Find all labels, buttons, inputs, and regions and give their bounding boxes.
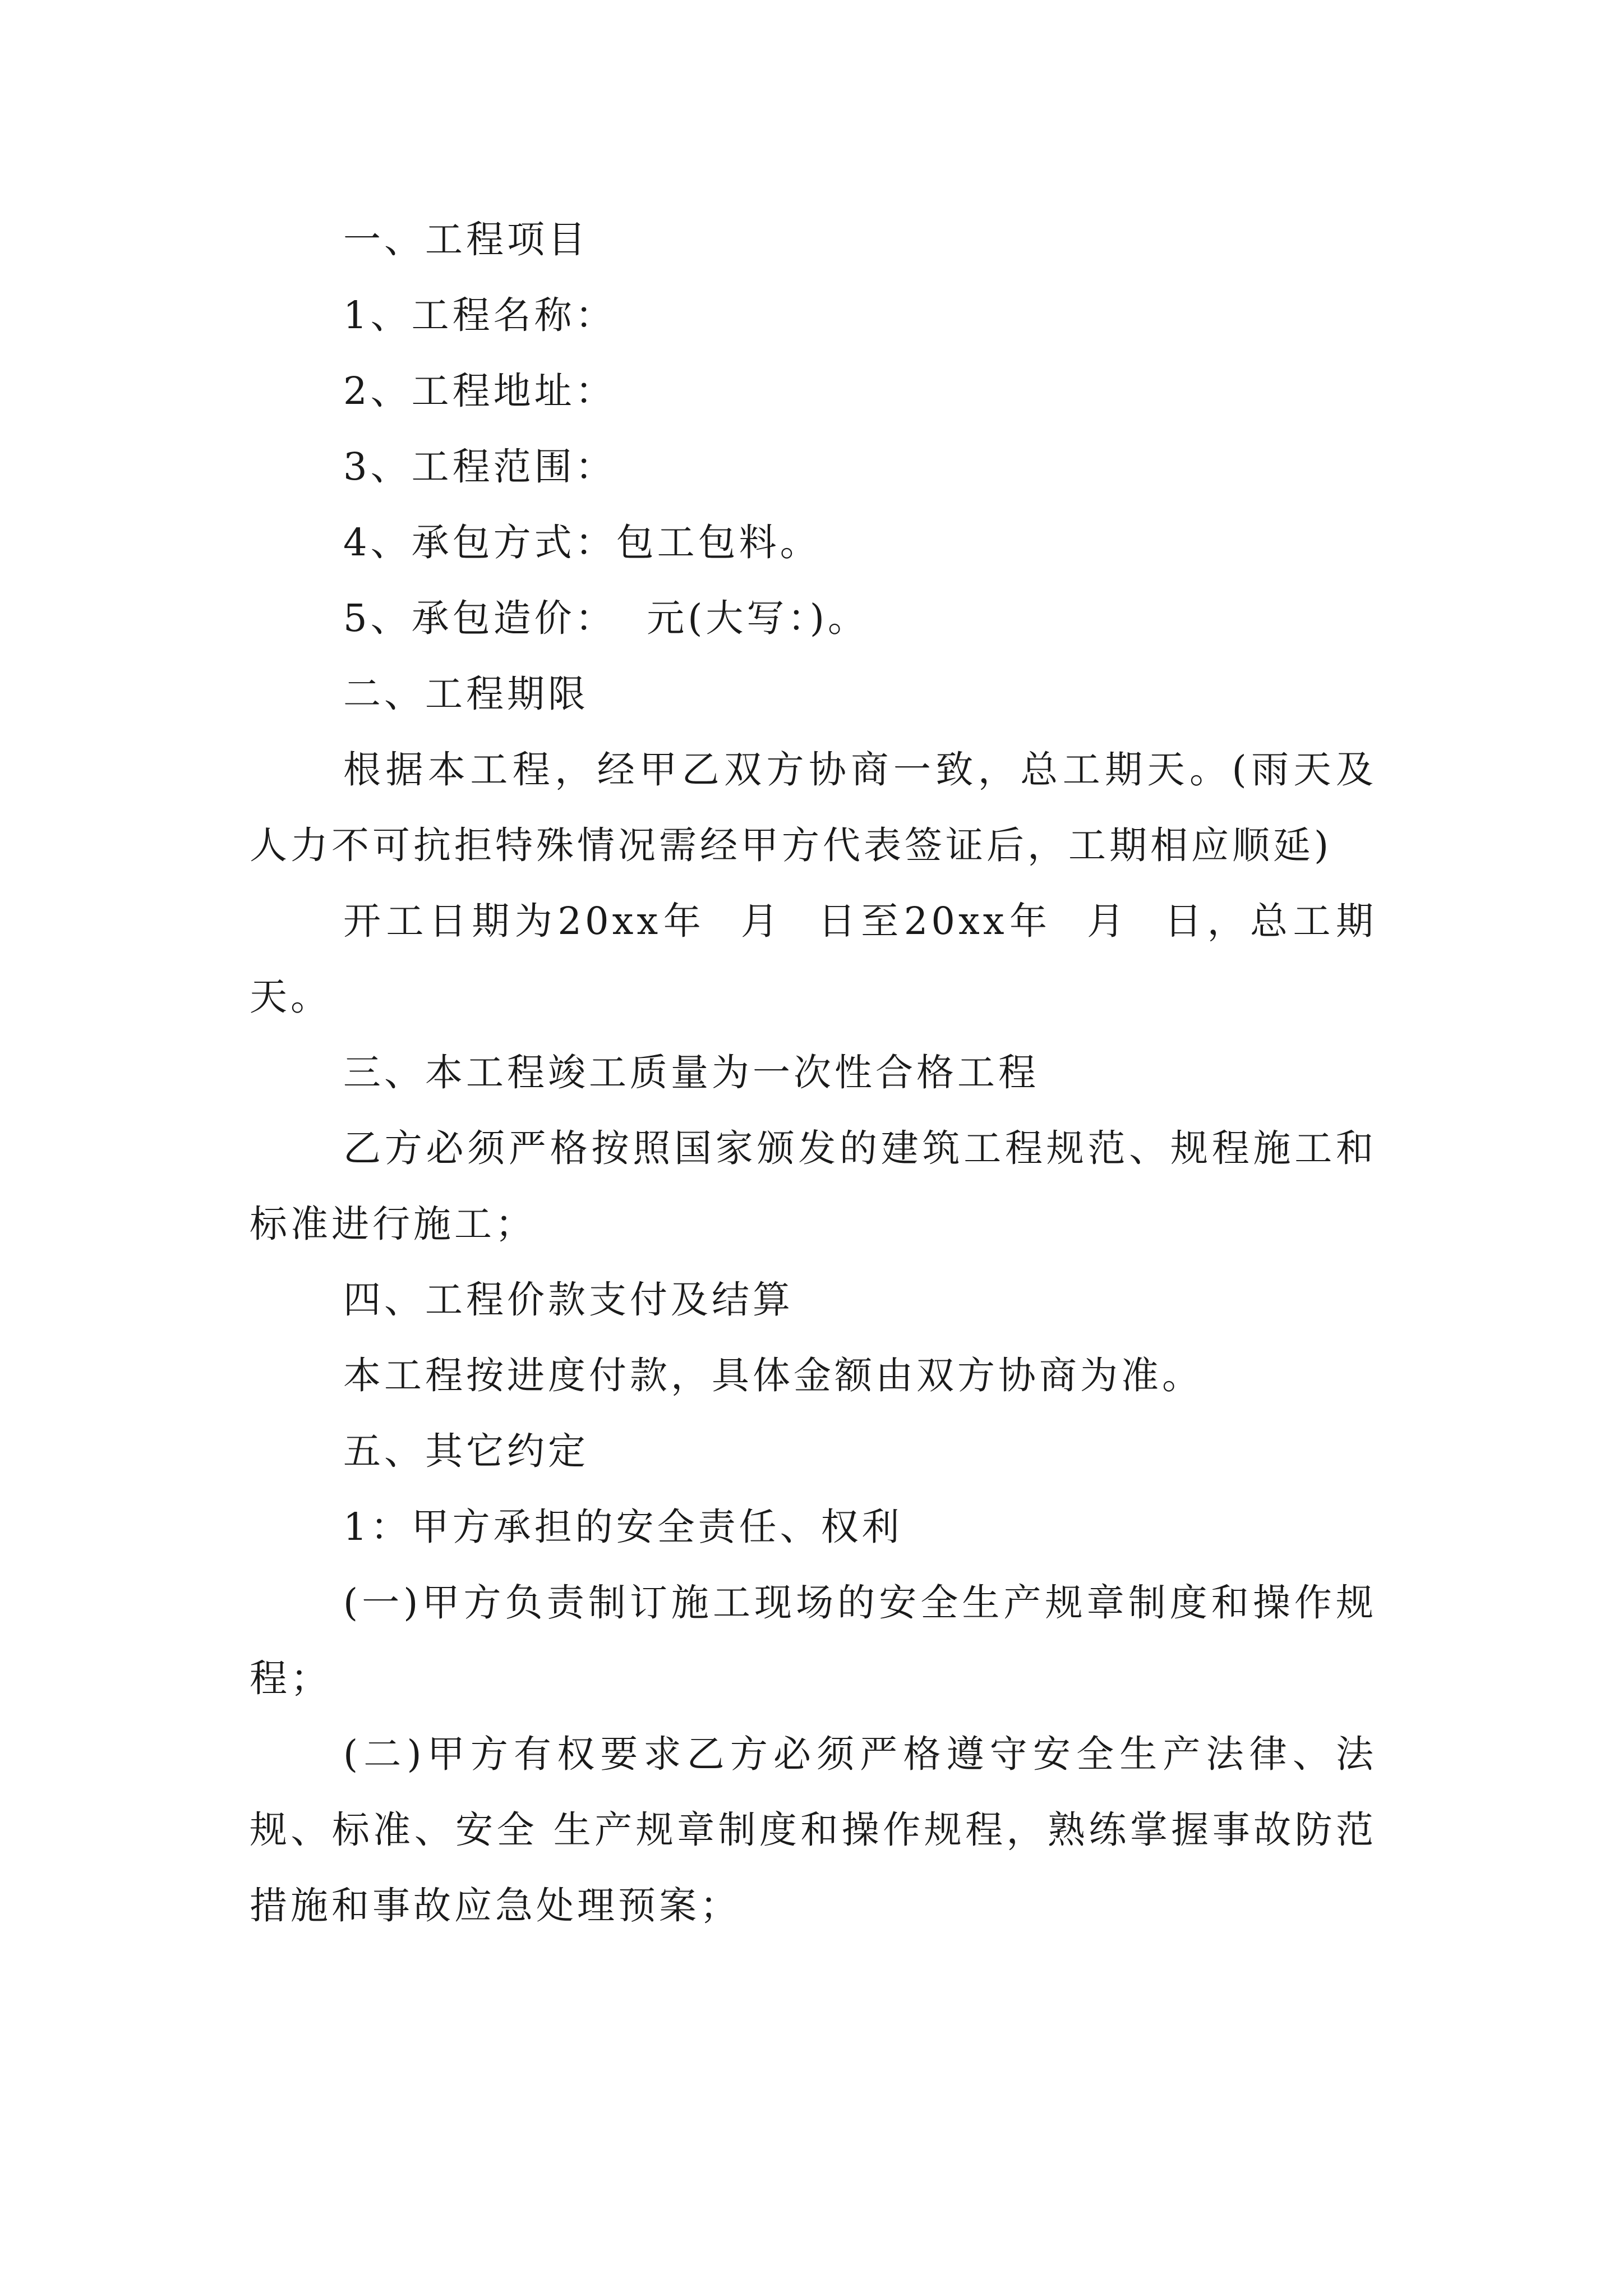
project-scope-line: 3、工程范围：	[343, 445, 616, 489]
party-a-safety-heading: 1：甲方承担的安全责任、权利	[343, 1505, 903, 1549]
section-heading-quality: 三、本工程竣工质量为一次性合格工程	[343, 1051, 1039, 1094]
contract-price-line: 5、承包造价： 元(大写：)。	[343, 596, 869, 640]
section-heading-project: 一、工程项目	[343, 218, 589, 261]
section-heading-duration: 二、工程期限	[343, 672, 589, 716]
section-heading-payment: 四、工程价款支付及结算	[343, 1278, 794, 1322]
section-heading-other: 五、其它约定	[343, 1429, 589, 1473]
contract-method-line: 4、承包方式：包工包料。	[343, 521, 821, 564]
quality-paragraph: 乙方必须严格按照国家颁发的建筑工程规范、规程施工和标准进行施工；	[250, 1126, 1377, 1246]
payment-paragraph: 本工程按进度付款，具体金额由双方协商为准。	[343, 1354, 1203, 1397]
project-name-line: 1、工程名称：	[343, 293, 616, 337]
project-address-line: 2、工程地址：	[343, 369, 616, 413]
party-a-clause-2: (二)甲方有权要求乙方必须严格遵守安全生产法律、法规、标准、安全 生产规章制度和操作规程，熟练掌握事故防范措施和事故应急处理预案；	[250, 1732, 1377, 1927]
party-a-clause-1: (一)甲方负责制订施工现场的安全生产规章制度和操作规程；	[250, 1581, 1377, 1700]
document-page	[250, 202, 1377, 1944]
duration-paragraph: 根据本工程，经甲乙双方协商一致，总工期天。(雨天及人力不可抗拒特殊情况需经甲方代表签证后，工期相应顺延)	[250, 748, 1377, 867]
start-date-paragraph: 开工日期为20xx年 月 日至20xx年 月 日，总工期天。	[250, 899, 1377, 1019]
